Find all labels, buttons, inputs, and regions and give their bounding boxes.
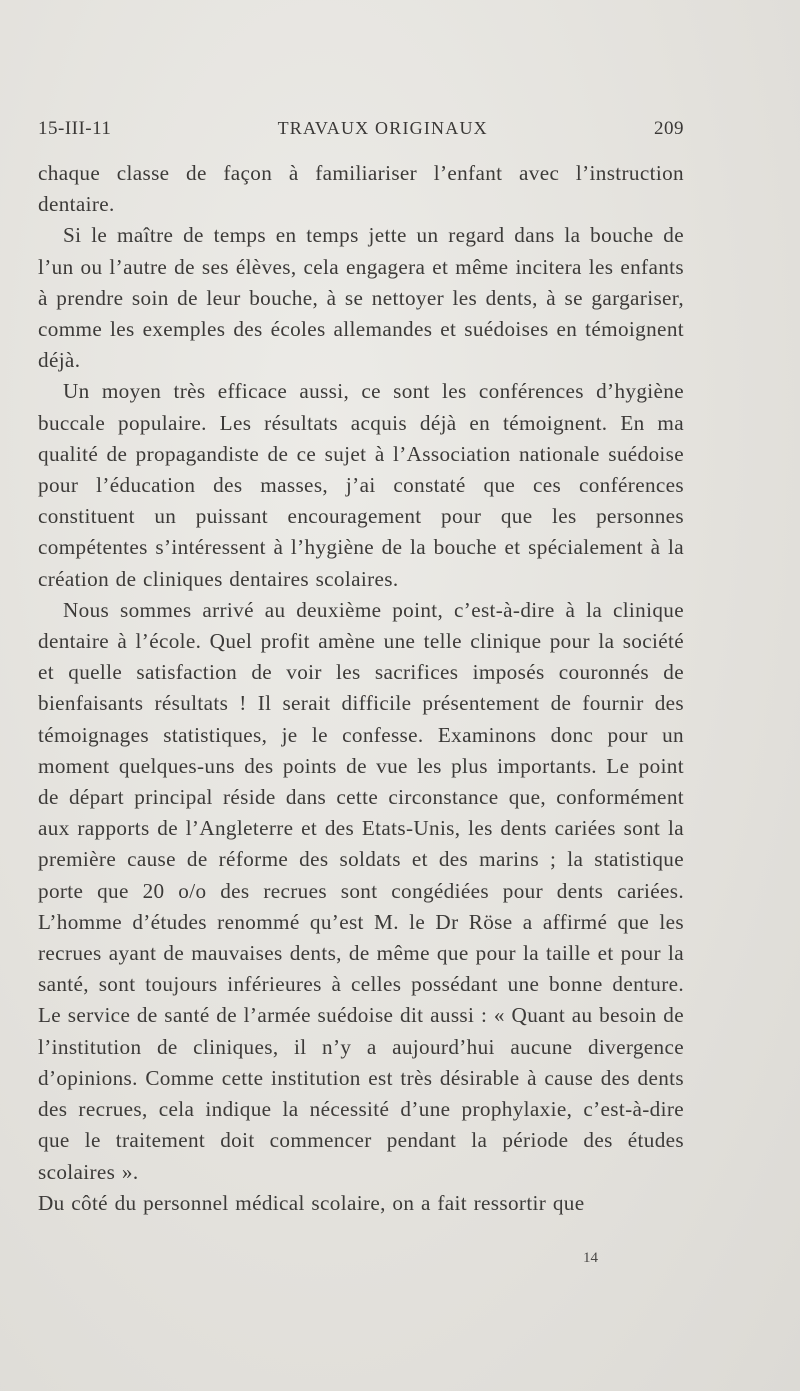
signature-mark: 14 — [583, 1250, 598, 1266]
header-title: TRAVAUX ORIGINAUX — [277, 118, 488, 138]
paragraph: Du côté du personnel médical scolaire, on a fait ressortir que — [38, 1190, 585, 1215]
page-number: 209 — [654, 118, 684, 139]
body-text — [38, 158, 684, 1219]
header-date: 15-III-11 — [38, 118, 112, 139]
paragraph: Nous sommes arrivé au deuxième point, c’est-à-dire à la clinique dentaire à l’école. Quel profit amène une telle clinique pour la société et quelle satisfaction de voir les sacrifices imposés couronnés de bienfaisants résultats ! Il serait difficile présentement de fournir des témoignages statistiques, je le confesse. Examinons donc pour un moment quelques-uns des points de vue les plus importants. Le point de départ principal réside dans cette circonstance que, conformément aux rapports de l’Angleterre et des Etats-Unis, les dents cariées sont la première cause de réforme des soldats et des marins ; la statistique porte que 20 o/o des recrues sont congédiées pour dents cariées. L’homme d’études renommé qu’est M. le Dr Röse a affirmé que les recrues ayant de mauvaises dents, de même que pour la taille et pour la santé, sont toujours inférieures à celles possédant une bonne denture. Le service de santé de l’armée suédoise dit aussi : « Quant au besoin de l’institution de cliniques, il n’y a aujourd’hui aucune divergence d’opinions. Comme cette institution est très désirable à cause des dents des recrues, cela indique la nécessité d’une prophylaxie, c’est-à-dire que le traitement doit commencer pendant la période des études scolaires ». — [38, 597, 684, 1184]
running-header — [38, 118, 684, 158]
paragraph: chaque classe de façon à familiariser l’enfant avec l’instruction dentaire. — [38, 161, 684, 217]
book-page — [38, 118, 684, 1219]
paragraph: Si le maître de temps en temps jette un regard dans la bouche de l’un ou l’autre de ses élèves, cela engagera et même incitera les enfants à prendre soin de leur bouche, à se nettoyer les dents, à se gargariser, comme les exemples des écoles allemandes et suédoises en témoignent déjà. — [38, 223, 684, 373]
paragraph: Un moyen très efficace aussi, ce sont les conférences d’hygiène buccale populaire. Les résultats acquis déjà en témoignent. En ma qualité de propagandiste de ce sujet à l’Association nationale suédoise pour l’éducation des masses, j’ai constaté que ces conférences constituent un puissant encouragement pour que les personnes compétentes s’intéressent à l’hygiène de la bouche et spécialement à la création de cliniques dentaires scolaires. — [38, 379, 684, 591]
